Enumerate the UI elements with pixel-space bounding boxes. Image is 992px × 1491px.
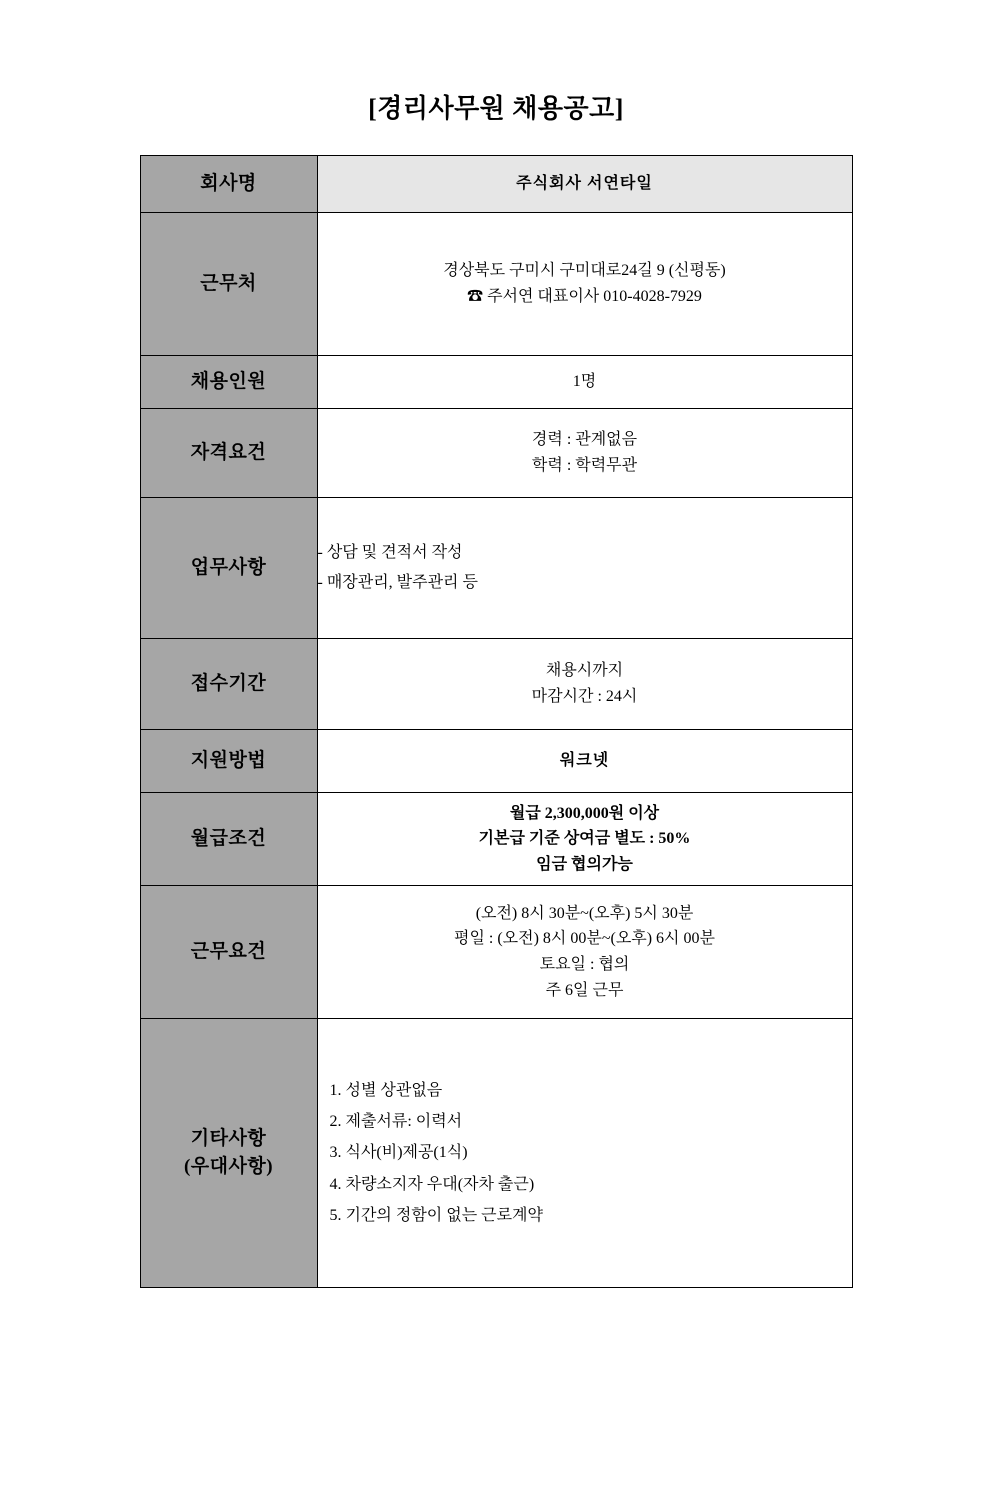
row-value-other — [317, 1019, 852, 1288]
row-label-other — [140, 1019, 317, 1288]
row-label-company: 회사명 — [140, 156, 317, 213]
period-until: 채용시까지 — [545, 662, 624, 680]
table-row — [140, 213, 852, 356]
row-value-apply-method: 워크넷 — [317, 730, 852, 793]
work-hours-weekday: 평일 : (오전) 8시 00분~(오후) 6시 00분 — [454, 930, 715, 948]
other-items-list — [318, 1075, 852, 1231]
row-value-company: 주식회사 서연타일 — [317, 156, 852, 213]
workplace-address: 경상북도 구미시 구미대로24길 9 (신평동) — [443, 262, 726, 280]
row-label-work-condition: 근무요건 — [140, 886, 317, 1019]
document-page — [0, 88, 992, 1491]
row-value-duties — [317, 498, 852, 639]
period-deadline-time: 마감시간 : 24시 — [531, 688, 638, 705]
row-label-duties: 업무사항 — [140, 498, 317, 639]
qualification-education: 학력 : 학력무관 — [531, 457, 638, 474]
table-row — [140, 730, 852, 793]
row-label-headcount: 채용인원 — [140, 356, 317, 409]
row-value-salary — [317, 793, 852, 886]
job-notice-table — [140, 155, 853, 1288]
table-row — [140, 498, 852, 639]
table-row — [140, 409, 852, 498]
row-value-qualification — [317, 409, 852, 498]
salary-bonus: 기본급 기준 상여금 별도 : 50% — [478, 830, 691, 848]
table-row — [140, 639, 852, 730]
table-row — [140, 356, 852, 409]
list-item: - 상담 및 견적서 작성 — [317, 543, 463, 561]
list-item: 4. 차량소지자 우대(자차 출근) — [329, 1175, 535, 1193]
list-item: 1. 성별 상관없음 — [329, 1082, 443, 1100]
work-hours-1: (오전) 8시 30분~(오후) 5시 30분 — [475, 904, 694, 922]
table-row — [140, 1019, 852, 1288]
row-label-salary: 월급조건 — [140, 793, 317, 886]
list-item: 5. 기간의 정함이 없는 근로계약 — [329, 1206, 543, 1224]
row-value-work-condition — [317, 886, 852, 1019]
work-days-per-week: 주 6일 근무 — [545, 981, 624, 999]
other-label-line2: (우대사항) — [183, 1156, 274, 1177]
list-item: 2. 제출서류: 이력서 — [329, 1113, 463, 1131]
row-value-workplace — [317, 213, 852, 356]
row-label-application-period: 접수기간 — [140, 639, 317, 730]
page-title: [경리사무원 채용공고] — [368, 94, 624, 123]
row-value-application-period — [317, 639, 852, 730]
other-label-line1: 기타사항 — [190, 1128, 267, 1150]
table-row — [140, 793, 852, 886]
list-item: - 매장관리, 발주관리 등 — [317, 574, 478, 591]
salary-amount: 월급 2,300,000원 이상 — [509, 804, 660, 822]
table-row — [140, 886, 852, 1019]
salary-negotiable: 임금 협의가능 — [536, 855, 633, 873]
work-saturday: 토요일 : 협의 — [539, 956, 630, 973]
row-value-headcount: 1명 — [317, 356, 852, 409]
table-row — [140, 156, 852, 213]
duty-list — [318, 538, 852, 599]
list-item: 3. 식사(비)제공(1식) — [329, 1144, 468, 1162]
row-label-workplace: 근무처 — [140, 213, 317, 356]
row-label-qualification: 자격요건 — [140, 409, 317, 498]
workplace-contact: ☎ 주서연 대표이사 010-4028-7929 — [467, 288, 702, 305]
row-label-apply-method: 지원방법 — [140, 730, 317, 793]
qualification-career: 경력 : 관계없음 — [531, 431, 638, 449]
